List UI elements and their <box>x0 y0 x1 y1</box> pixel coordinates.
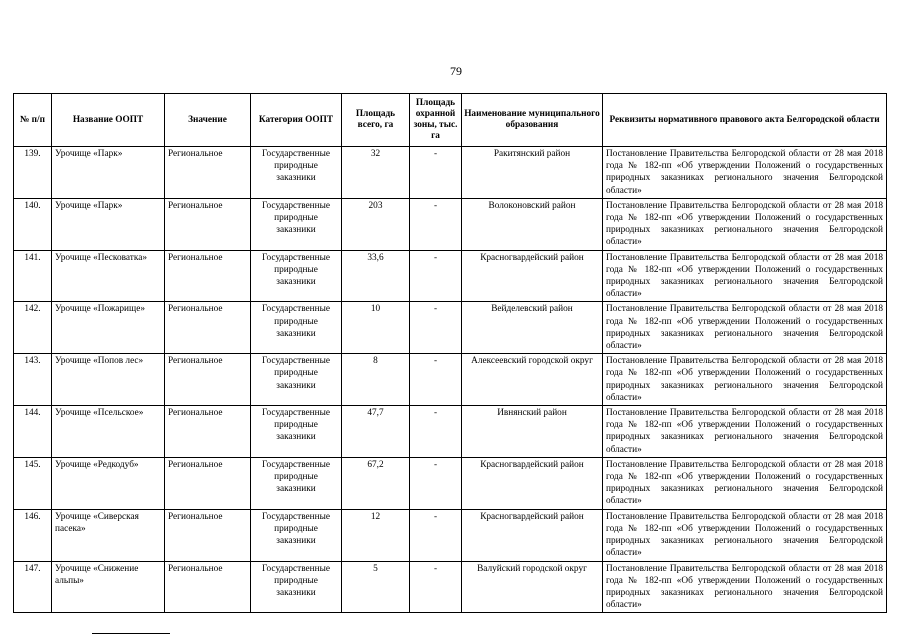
footnote-separator <box>92 633 170 634</box>
cell-value: Региональное <box>165 147 251 199</box>
cell-area: 203 <box>342 198 410 250</box>
cell-buffer: - <box>410 250 462 302</box>
header-municipality: Наименование муниципального образования <box>462 94 603 147</box>
cell-category: Государственные природные заказники <box>251 457 342 509</box>
cell-municipality: Ракитянский район <box>462 147 603 199</box>
cell-area: 32 <box>342 147 410 199</box>
cell-municipality: Красногвардейский район <box>462 457 603 509</box>
cell-act: Постановление Правительства Белгородской области от 28 мая 2018 года № 182-пп «Об утверждении Положений о государственных природных заказниках регионального значения Белгородской области» <box>603 354 887 406</box>
cell-num: 139. <box>14 147 52 199</box>
cell-buffer: - <box>410 302 462 354</box>
cell-municipality: Вейделевский район <box>462 302 603 354</box>
cell-num: 140. <box>14 198 52 250</box>
table-row <box>14 250 887 302</box>
table-row <box>14 147 887 199</box>
cell-municipality: Валуйский городской округ <box>462 561 603 613</box>
cell-name: Урочище «Попов лес» <box>52 354 165 406</box>
table-header-row <box>14 94 887 147</box>
cell-area: 33,6 <box>342 250 410 302</box>
cell-act: Постановление Правительства Белгородской области от 28 мая 2018 года № 182-пп «Об утверждении Положений о государственных природных заказниках регионального значения Белгородской области» <box>603 406 887 458</box>
cell-value: Региональное <box>165 457 251 509</box>
cell-act: Постановление Правительства Белгородской области от 28 мая 2018 года № 182-пп «Об утверждении Положений о государственных природных заказниках регионального значения Белгородской области» <box>603 198 887 250</box>
cell-area: 5 <box>342 561 410 613</box>
cell-act: Постановление Правительства Белгородской области от 28 мая 2018 года № 182-пп «Об утверждении Положений о государственных природных заказниках регионального значения Белгородской области» <box>603 561 887 613</box>
cell-municipality: Ивнянский район <box>462 406 603 458</box>
header-act: Реквизиты нормативного правового акта Белгородской области <box>603 94 887 147</box>
cell-area: 8 <box>342 354 410 406</box>
table-row <box>14 302 887 354</box>
cell-category: Государственные природные заказники <box>251 198 342 250</box>
cell-municipality: Алексеевский городской округ <box>462 354 603 406</box>
cell-category: Государственные природные заказники <box>251 561 342 613</box>
cell-name: Урочище «Пожарище» <box>52 302 165 354</box>
cell-act: Постановление Правительства Белгородской области от 28 мая 2018 года № 182-пп «Об утверждении Положений о государственных природных заказниках регионального значения Белгородской области» <box>603 147 887 199</box>
header-category: Категория ООПТ <box>251 94 342 147</box>
cell-value: Региональное <box>165 302 251 354</box>
cell-num: 143. <box>14 354 52 406</box>
cell-act: Постановление Правительства Белгородской области от 28 мая 2018 года № 182-пп «Об утверждении Положений о государственных природных заказниках регионального значения Белгородской области» <box>603 509 887 561</box>
cell-category: Государственные природные заказники <box>251 250 342 302</box>
cell-num: 147. <box>14 561 52 613</box>
cell-buffer: - <box>410 509 462 561</box>
cell-value: Региональное <box>165 198 251 250</box>
cell-buffer: - <box>410 406 462 458</box>
cell-municipality: Красногвардейский район <box>462 250 603 302</box>
cell-value: Региональное <box>165 509 251 561</box>
cell-value: Региональное <box>165 561 251 613</box>
cell-name: Урочище «Песковатка» <box>52 250 165 302</box>
cell-name: Урочище «Снижение альпы» <box>52 561 165 613</box>
cell-buffer: - <box>410 561 462 613</box>
cell-municipality: Красногвардейский район <box>462 509 603 561</box>
header-name: Название ООПТ <box>52 94 165 147</box>
cell-num: 145. <box>14 457 52 509</box>
cell-area: 12 <box>342 509 410 561</box>
cell-act: Постановление Правительства Белгородской области от 28 мая 2018 года № 182-пп «Об утверждении Положений о государственных природных заказниках регионального значения Белгородской области» <box>603 457 887 509</box>
cell-category: Государственные природные заказники <box>251 147 342 199</box>
cell-act: Постановление Правительства Белгородской области от 28 мая 2018 года № 182-пп «Об утверждении Положений о государственных природных заказниках регионального значения Белгородской области» <box>603 302 887 354</box>
cell-buffer: - <box>410 147 462 199</box>
cell-name: Урочище «Редкодуб» <box>52 457 165 509</box>
oopt-table <box>13 93 887 613</box>
table-row <box>14 561 887 613</box>
cell-value: Региональное <box>165 354 251 406</box>
table-row <box>14 198 887 250</box>
cell-municipality: Волоконовский район <box>462 198 603 250</box>
table-row <box>14 406 887 458</box>
header-area: Площадь всего, га <box>342 94 410 147</box>
cell-num: 142. <box>14 302 52 354</box>
cell-value: Региональное <box>165 406 251 458</box>
cell-area: 10 <box>342 302 410 354</box>
cell-category: Государственные природные заказники <box>251 302 342 354</box>
cell-buffer: - <box>410 457 462 509</box>
cell-name: Урочище «Парк» <box>52 198 165 250</box>
table-row <box>14 354 887 406</box>
cell-act: Постановление Правительства Белгородской области от 28 мая 2018 года № 182-пп «Об утверждении Положений о государственных природных заказниках регионального значения Белгородской области» <box>603 250 887 302</box>
cell-category: Государственные природные заказники <box>251 406 342 458</box>
table-row <box>14 457 887 509</box>
cell-name: Урочище «Парк» <box>52 147 165 199</box>
cell-num: 144. <box>14 406 52 458</box>
header-num: № п/п <box>14 94 52 147</box>
cell-buffer: - <box>410 354 462 406</box>
page-number: 79 <box>450 64 462 78</box>
cell-name: Урочище «Сиверская пасека» <box>52 509 165 561</box>
cell-name: Урочище «Псельское» <box>52 406 165 458</box>
cell-value: Региональное <box>165 250 251 302</box>
cell-area: 47,7 <box>342 406 410 458</box>
table-row <box>14 509 887 561</box>
cell-num: 146. <box>14 509 52 561</box>
header-value: Значение <box>165 94 251 147</box>
cell-buffer: - <box>410 198 462 250</box>
header-buffer: Площадь охранной зоны, тыс. га <box>410 94 462 147</box>
cell-area: 67,2 <box>342 457 410 509</box>
cell-category: Государственные природные заказники <box>251 354 342 406</box>
cell-category: Государственные природные заказники <box>251 509 342 561</box>
cell-num: 141. <box>14 250 52 302</box>
